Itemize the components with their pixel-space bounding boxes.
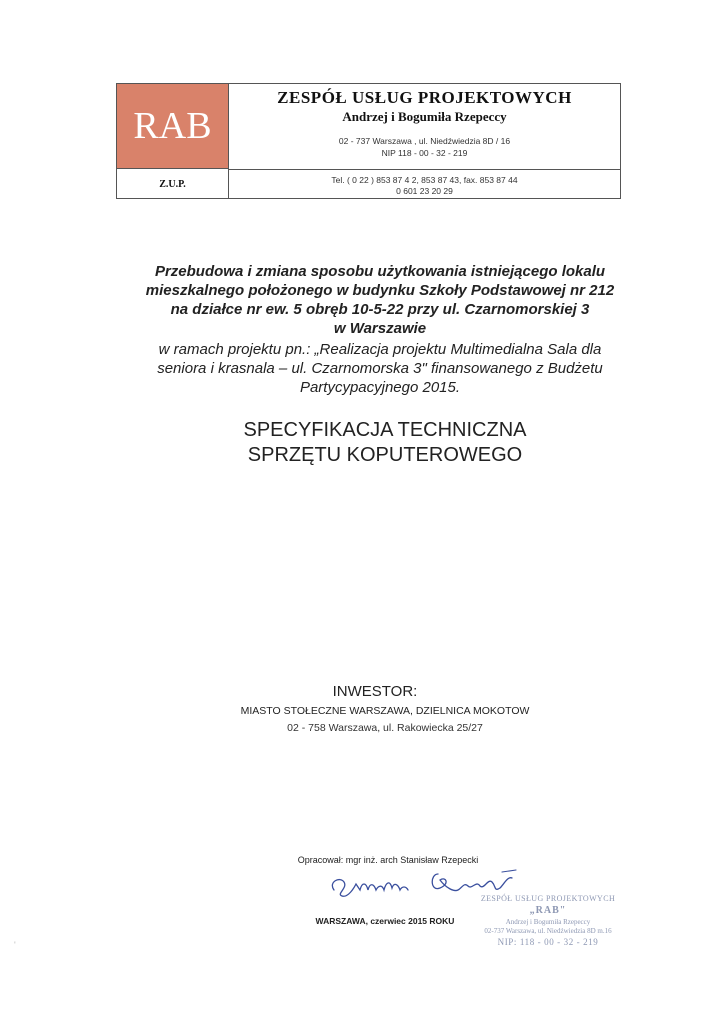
- company-stamp: [478, 892, 618, 954]
- company-mobile: 0 601 23 20 29: [396, 186, 453, 196]
- company-header: [116, 83, 621, 199]
- project-title: [110, 262, 650, 338]
- stamp-line: Andrzej i Bogumiła Rzepeccy: [505, 918, 591, 926]
- document-title-line: SPRZĘTU KOPUTEROWEGO: [247, 444, 523, 466]
- stamp-line: „RAB": [529, 905, 567, 916]
- header-divider: [229, 169, 620, 170]
- stamp-line: NIP: 118 - 00 - 32 - 219: [497, 937, 599, 947]
- investor-address: 02 - 758 Warszawa, ul. Rakowiecka 25/27: [287, 722, 483, 734]
- project-context-line: w ramach projektu pn.: „Realizacja projektu Multimedialna Sala dla: [158, 341, 602, 358]
- stamp-line: ZESPÓŁ USŁUG PROJEKTOWYCH: [480, 894, 616, 903]
- company-logo: RAB: [117, 84, 229, 169]
- investor-name: MIASTO STOŁECZNE WARSZAWA, DZIELNICA MOKOTOW: [240, 705, 530, 717]
- project-context-line: seniora i krasnala – ul. Czarnomorska 3" finansowanego z Budżetu: [157, 360, 603, 377]
- zup-label: Z.U.P.: [117, 169, 229, 199]
- project-title-line: mieszkalnego położonego w budynku Szkoły Podstawowej nr 212: [145, 282, 615, 299]
- scan-edge-mark: ': [14, 940, 16, 950]
- prepared-by: Opracował: mgr inż. arch Stanisław Rzepecki: [297, 855, 479, 865]
- project-title-line: w Warszawie: [333, 320, 427, 337]
- stamp-line: 02-737 Warszawa, ul. Niedźwiedzia 8D m.16: [484, 927, 612, 935]
- project-context: [110, 340, 650, 397]
- investor-label: INWESTOR:: [332, 683, 418, 700]
- document-title-line: SPECYFIKACJA TECHNICZNA: [243, 419, 527, 441]
- document-title: [130, 418, 640, 468]
- place-date: WARSZAWA, czerwiec 2015 ROKU: [315, 916, 455, 926]
- company-address: 02 - 737 Warszawa , ul. Niedźwiedzia 8D / 16: [338, 136, 511, 146]
- company-name: ZESPÓŁ USŁUG PROJEKTOWYCH: [277, 88, 572, 107]
- company-nip: NIP 118 - 00 - 32 - 219: [381, 148, 468, 158]
- project-title-line: Przebudowa i zmiana sposobu użytkowania istniejącego lokalu: [154, 263, 606, 280]
- company-owners: Andrzej i Bogumiła Rzepeccy: [342, 109, 507, 124]
- project-title-line: na działce nr ew. 5 obręb 10-5-22 przy ul. Czarnomorskiej 3: [170, 301, 590, 318]
- company-phone: Tel. ( 0 22 ) 853 87 4 2, 853 87 43, fax. 853 87 44: [331, 175, 518, 185]
- project-context-line: Partycypacyjnego 2015.: [299, 379, 461, 396]
